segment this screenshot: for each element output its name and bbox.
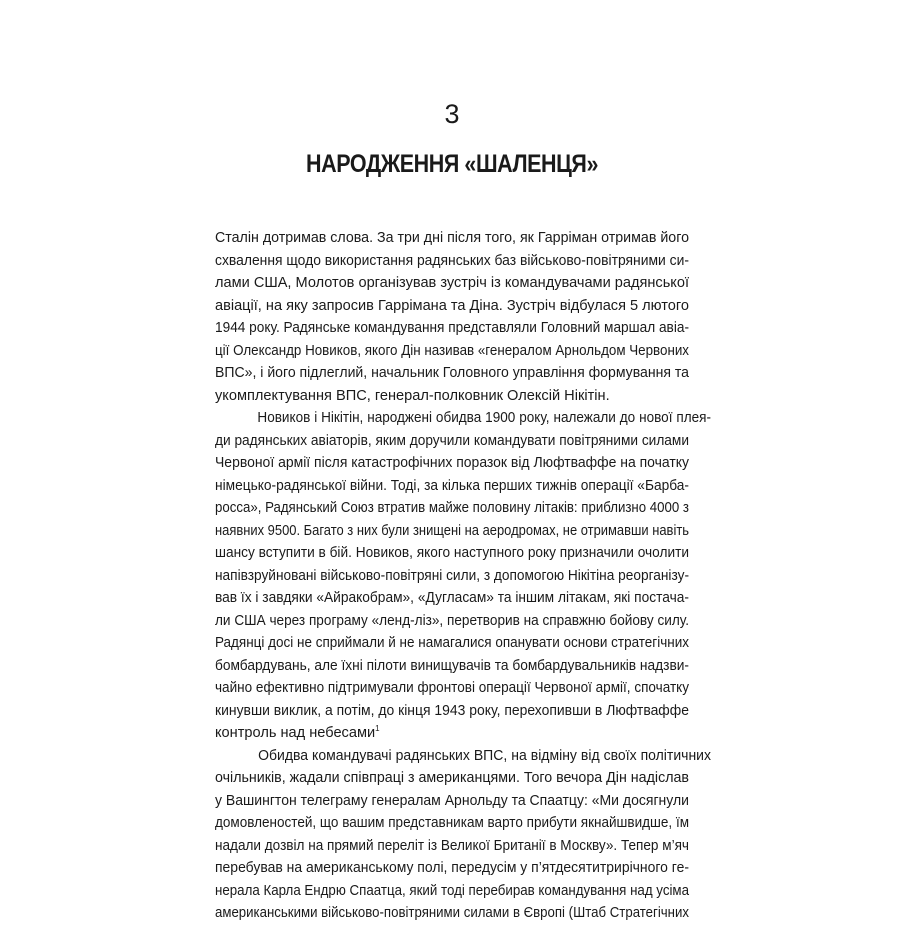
text-line: бомбардувань, але їхні пілоти винищувачів та бомбардувальників надзви- — [215, 657, 689, 674]
text-line: домовленостей, що вашим представникам варто прибути якнайшвидше, їм — [215, 815, 689, 831]
text-line: кинувши виклик, а потім, до кінця 1943 року, перехопивши в Люфтваффе — [215, 702, 689, 719]
text-line: надали дозвіл на прямий переліт із Великої Британії в Москву». Тепер м’яч — [215, 837, 689, 854]
text-line: ли США через програму «ленд-ліз», перетворив на справжню бойову силу. — [215, 612, 689, 629]
text-line: перебував на американському полі, передусім у п’ятдесятитрирічного ге- — [215, 860, 689, 876]
text-line: американськими військово-повітряними силами в Європі (Штаб Стратегічних — [215, 905, 689, 921]
text-line: ції Олександр Новиков, якого Дін називав «генералом Арнольдом Червоних — [215, 342, 689, 359]
text-line: схвалення щодо використання радянських баз військово-повітряними си- — [215, 252, 689, 269]
chapter-number: 3 — [444, 99, 460, 129]
text-line: ди радянських авіаторів, яким доручили командувати повітряними силами — [215, 432, 689, 449]
text-line: авіації, на яку запросив Гаррімана та Діна. Зустріч відбулася 5 лютого — [215, 297, 689, 314]
text-line: Радянці досі не сприймали й не намагалися опанувати основи стратегічних — [215, 635, 689, 651]
body-text — [215, 227, 711, 925]
text-line: німецько-радянської війни. Тоді, за кілька перших тижнів операції «Барба- — [215, 477, 689, 494]
text-line: Сталін дотримав слова. За три дні після того, як Гарріман отримав його — [215, 230, 689, 246]
text-line: 1944 року. Радянське командування представляли Головний маршал авіа- — [215, 320, 689, 336]
footnote-marker[interactable]: 1 — [375, 724, 380, 734]
text-line: росса», Радянський Союз втратив майже половину літаків: приблизно 4000 з — [215, 500, 689, 516]
text-line-content: контроль над небесами — [215, 725, 376, 741]
text-line: Червоної армії після катастрофічних поразок від Люфтваффе на початку — [215, 455, 689, 471]
text-line: шансу вступити в бій. Новиков, якого наступного року призначили очолити — [215, 545, 689, 561]
text-line: укомплектування ВПС, генерал-полковник Олексій Нікітін. — [215, 387, 610, 404]
text-line: лами США, Молотов організував зустріч із командувачами радянської — [215, 275, 689, 291]
text-line: нерала Карла Ендрю Спаатца, який тоді перебирав командування над усіма — [215, 882, 689, 899]
text-line: вав їх і завдяки «Айракобрам», «Дугласам» та іншим літакам, які постача- — [215, 590, 689, 606]
text-line: Обидва командувачі радянських ВПС, на відміну від своїх політичних — [258, 747, 711, 764]
chapter-title: НАРОДЖЕННЯ «ШАЛЕНЦЯ» — [306, 150, 598, 178]
text-line — [215, 722, 689, 745]
text-line: у Вашингтон телеграму генералам Арнольду та Спаатцу: «Ми досягнули — [215, 792, 689, 809]
text-line: наявних 9500. Багато з них були знищені на аеродромах, не отримавши навіть — [215, 522, 689, 539]
text-line: напівзруйновані військово-повітряні сили, з допомогою Нікітіна реорганізу- — [215, 567, 689, 584]
text-line: чайно ефективно підтримували фронтові операції Червоної армії, спочатку — [215, 680, 689, 696]
text-line: очільників, жадали співпраці з американцями. Того вечора Дін надіслав — [215, 770, 689, 786]
text-line: ВПС», і його підлеглий, начальник Головного управління формування та — [215, 365, 689, 381]
text-line: Новиков і Нікітін, народжені обидва 1900 року, належали до нової плея- — [257, 410, 711, 426]
